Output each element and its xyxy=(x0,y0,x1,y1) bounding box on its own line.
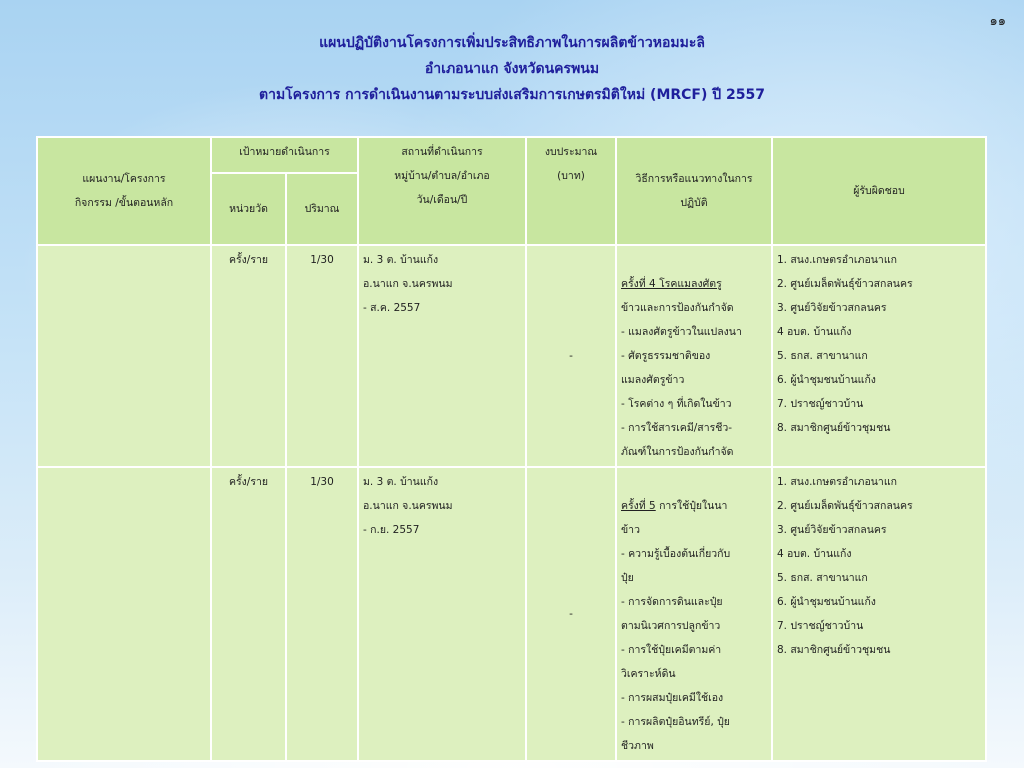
title-line-2: อำเภอนาแก จังหวัดนครพนม xyxy=(424,61,600,77)
row-unit-cell: ครั้ง/ราย xyxy=(211,467,286,761)
row-location-cell: ม. 3 ต. บ้านแก้ง อ.นาแก จ.นครพนม - ก.ย. 2557 xyxy=(358,467,526,761)
row-quantity-cell: 1/30 xyxy=(286,467,358,761)
document-title xyxy=(0,30,1024,108)
header-budget: งบประมาณ (บาท) xyxy=(526,137,616,245)
header-quantity: ปริมาณ xyxy=(286,173,358,245)
row-budget-cell: - xyxy=(526,245,616,467)
title-line-3: ตามโครงการ การดำเนินงานตามระบบส่งเสริมการเกษตรมิติใหม่ (MRCF) ปี 2557 xyxy=(258,87,765,103)
method-heading-tail: การใช้ปุ๋ยในนา xyxy=(655,500,728,512)
title-line-1: แผนปฏิบัติงานโครงการเพิ่มประสิทธิภาพในการผลิตข้าวหอมมะลิ xyxy=(319,35,705,51)
header-method: วิธีการหรือแนวทางในการ ปฏิบัติ xyxy=(616,137,772,245)
header-location: สถานที่ดำเนินการ หมู่บ้าน/ตำบล/อำเภอ วัน/เดือน/ปี xyxy=(358,137,526,245)
header-unit: หน่วยวัด xyxy=(211,173,286,245)
row-plan-cell xyxy=(37,245,211,467)
action-plan-table xyxy=(36,136,987,762)
row-quantity-cell: 1/30 xyxy=(286,245,358,467)
header-target: เป้าหมายดำเนินการ xyxy=(211,137,358,173)
row-method-cell xyxy=(616,467,772,761)
page-number: ๑๑ xyxy=(989,14,1006,29)
row-budget-cell: - xyxy=(526,467,616,761)
table-row xyxy=(37,467,986,761)
row-method-cell xyxy=(616,245,772,467)
method-details: ข้าว - ความรู้เบื้องต้นเกี่ยวกับ ปุ๋ย - การจัดการดินและปุ๋ย ตามนิเวศการปลูกข้าว - การใช้ปุ๋ยเคมีตามค่า วิเคราะห์ดิน - การผสมปุ๋ยเคมีใช้เอง - การผลิตปุ๋ยอินทรีย์, ปุ๋ย ชีวภาพ xyxy=(621,524,731,752)
method-heading: ครั้งที่ 5 xyxy=(621,500,656,512)
row-plan-cell xyxy=(37,467,211,761)
row-responsible-cell: 1. สนง.เกษตรอำเภอนาแก 2. ศูนย์เมล็ดพันธุ์ข้าวสกลนคร 3. ศูนย์วิจัยข้าวสกลนคร 4 อบต. บ้านแก้ง 5. ธกส. สาขานาแก 6. ผู้นำชุมชนบ้านแก้ง 7. ปราชญ์ชาวบ้าน 8. สมาชิกศูนย์ข้าวชุมชน xyxy=(772,245,986,467)
table-row xyxy=(37,245,986,467)
method-details: ข้าวและการป้องกันกำจัด - แมลงศัตรูข้าวในแปลงนา - ศัตรูธรรมชาติของ แมลงศัตรูข้าว - โรคต่าง ๆ ที่เกิดในข้าว - การใช้สารเคมี/สารชีว- ภัณฑ์ในการป้องกันกำจัด xyxy=(621,302,742,458)
row-location-cell: ม. 3 ต. บ้านแก้ง อ.นาแก จ.นครพนม - ส.ค. 2557 xyxy=(358,245,526,467)
header-plan: แผนงาน/โครงการ กิจกรรม /ขั้นตอนหลัก xyxy=(37,137,211,245)
header-responsible: ผู้รับผิดชอบ xyxy=(772,137,986,245)
row-unit-cell: ครั้ง/ราย xyxy=(211,245,286,467)
method-heading: ครั้งที่ 4 โรคแมลงศัตรู xyxy=(621,278,722,290)
row-responsible-cell: 1. สนง.เกษตรอำเภอนาแก 2. ศูนย์เมล็ดพันธุ์ข้าวสกลนคร 3. ศูนย์วิจัยข้าวสกลนคร 4 อบต. บ้านแก้ง 5. ธกส. สาขานาแก 6. ผู้นำชุมชนบ้านแก้ง 7. ปราชญ์ชาวบ้าน 8. สมาชิกศูนย์ข้าวชุมชน xyxy=(772,467,986,761)
